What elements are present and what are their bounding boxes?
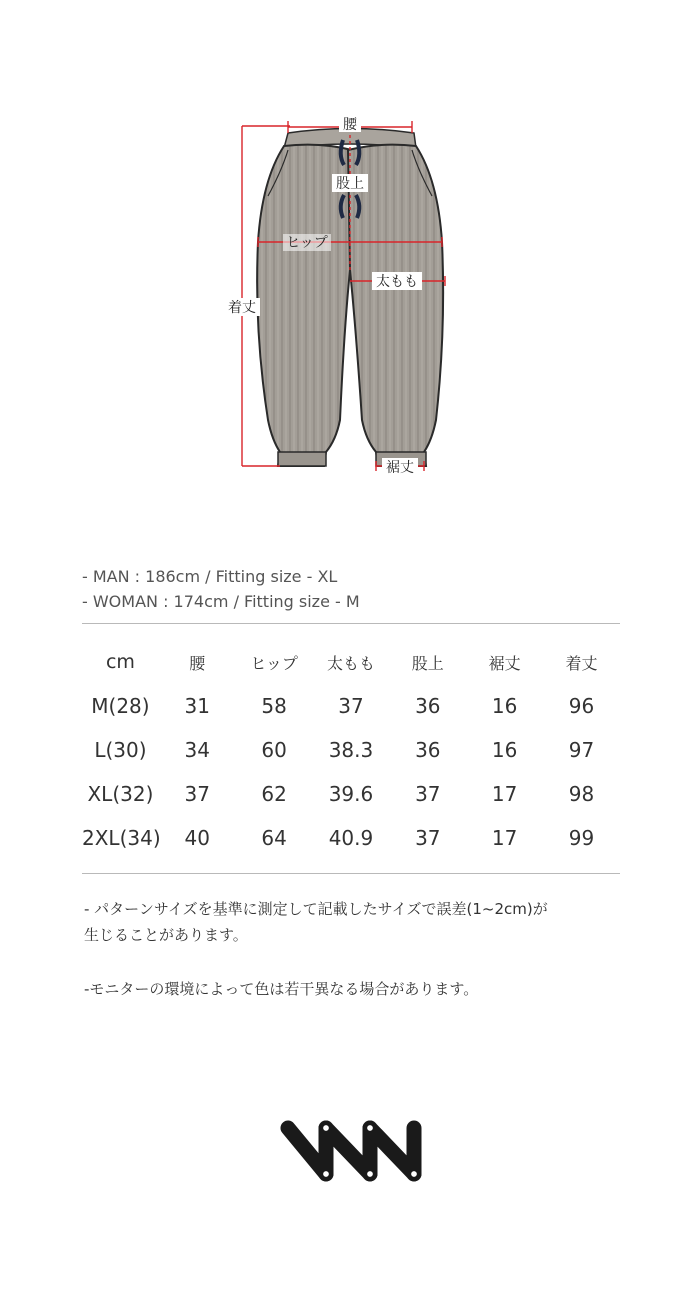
- table-cell: 58: [261, 694, 287, 718]
- table-cell: 37: [415, 826, 441, 850]
- table-cell: 40: [184, 826, 210, 850]
- thigh-label: 太もも: [376, 274, 418, 290]
- header-thigh: 太もも: [326, 653, 375, 673]
- model-note-woman: - WOMAN : 174cm / Fitting size - M: [82, 592, 360, 611]
- table-cell: 39.6: [328, 782, 374, 806]
- pants-right-leg: [348, 145, 443, 466]
- header-unit: cm: [105, 651, 135, 673]
- table-cell: 34: [184, 738, 210, 762]
- table-cell: 16: [491, 738, 518, 762]
- header-hip: ヒップ: [250, 653, 298, 673]
- left-cuff: [278, 452, 326, 466]
- table-row: [82, 684, 620, 728]
- hip-label: ヒップ: [286, 235, 328, 251]
- size-cell: M(28): [91, 694, 150, 718]
- table-cell: 16: [491, 694, 518, 718]
- disclaimer-monitor-color: -モニターの環境によって色は若干異なる場合があります。: [84, 980, 479, 998]
- length-label: 着丈: [228, 300, 256, 316]
- size-cell: L(30): [94, 738, 147, 762]
- rise-label: 股上: [336, 176, 364, 192]
- table-cell: 37: [338, 694, 364, 718]
- table-cell: 17: [491, 826, 518, 850]
- table-cell: 40.9: [328, 826, 374, 850]
- table-row: [82, 728, 620, 772]
- model-note-man: - MAN : 186cm / Fitting size - XL: [82, 567, 338, 586]
- table-bottom-divider: [82, 873, 620, 874]
- table-cell: 99: [568, 826, 595, 850]
- table-cell: 64: [261, 826, 287, 850]
- disclaimer-measurement-line-2: 生じることがあります。: [84, 926, 248, 944]
- table-cell: 37: [415, 782, 441, 806]
- table-top-divider: [82, 623, 620, 624]
- model-fitting-notes: [82, 564, 360, 614]
- disclaimer-measurement-line-1: - パターンサイズを基準に測定して記載したサイズで誤差(1~2cm)が: [84, 900, 548, 918]
- pants-measurement-diagram: [0, 0, 700, 520]
- size-cell: 2XL(34): [82, 826, 161, 850]
- header-rise: 股上: [411, 653, 444, 673]
- table-cell: 97: [568, 738, 595, 762]
- table-cell: 36: [415, 738, 441, 762]
- table-cell: 31: [184, 694, 210, 718]
- size-cell: XL(32): [87, 782, 154, 806]
- waist-label: 腰: [343, 117, 357, 133]
- table-cell: 38.3: [328, 738, 374, 762]
- header-hem: 裾丈: [488, 653, 521, 673]
- size-table: [82, 640, 620, 860]
- table-cell: 62: [261, 782, 287, 806]
- table-cell: 37: [184, 782, 210, 806]
- table-cell: 98: [568, 782, 595, 806]
- brand-logo: [278, 1118, 424, 1184]
- table-cell: 96: [568, 694, 595, 718]
- table-header-row: [82, 640, 620, 684]
- disclaimer: [84, 896, 548, 1002]
- header-length: 着丈: [565, 653, 598, 673]
- table-row: [82, 816, 620, 860]
- hem-label: 裾丈: [386, 460, 414, 476]
- header-waist: 腰: [189, 653, 206, 673]
- table-cell: 60: [261, 738, 287, 762]
- table-cell: 36: [415, 694, 441, 718]
- table-cell: 17: [491, 782, 518, 806]
- table-row: [82, 772, 620, 816]
- pants-left-leg: [257, 145, 352, 466]
